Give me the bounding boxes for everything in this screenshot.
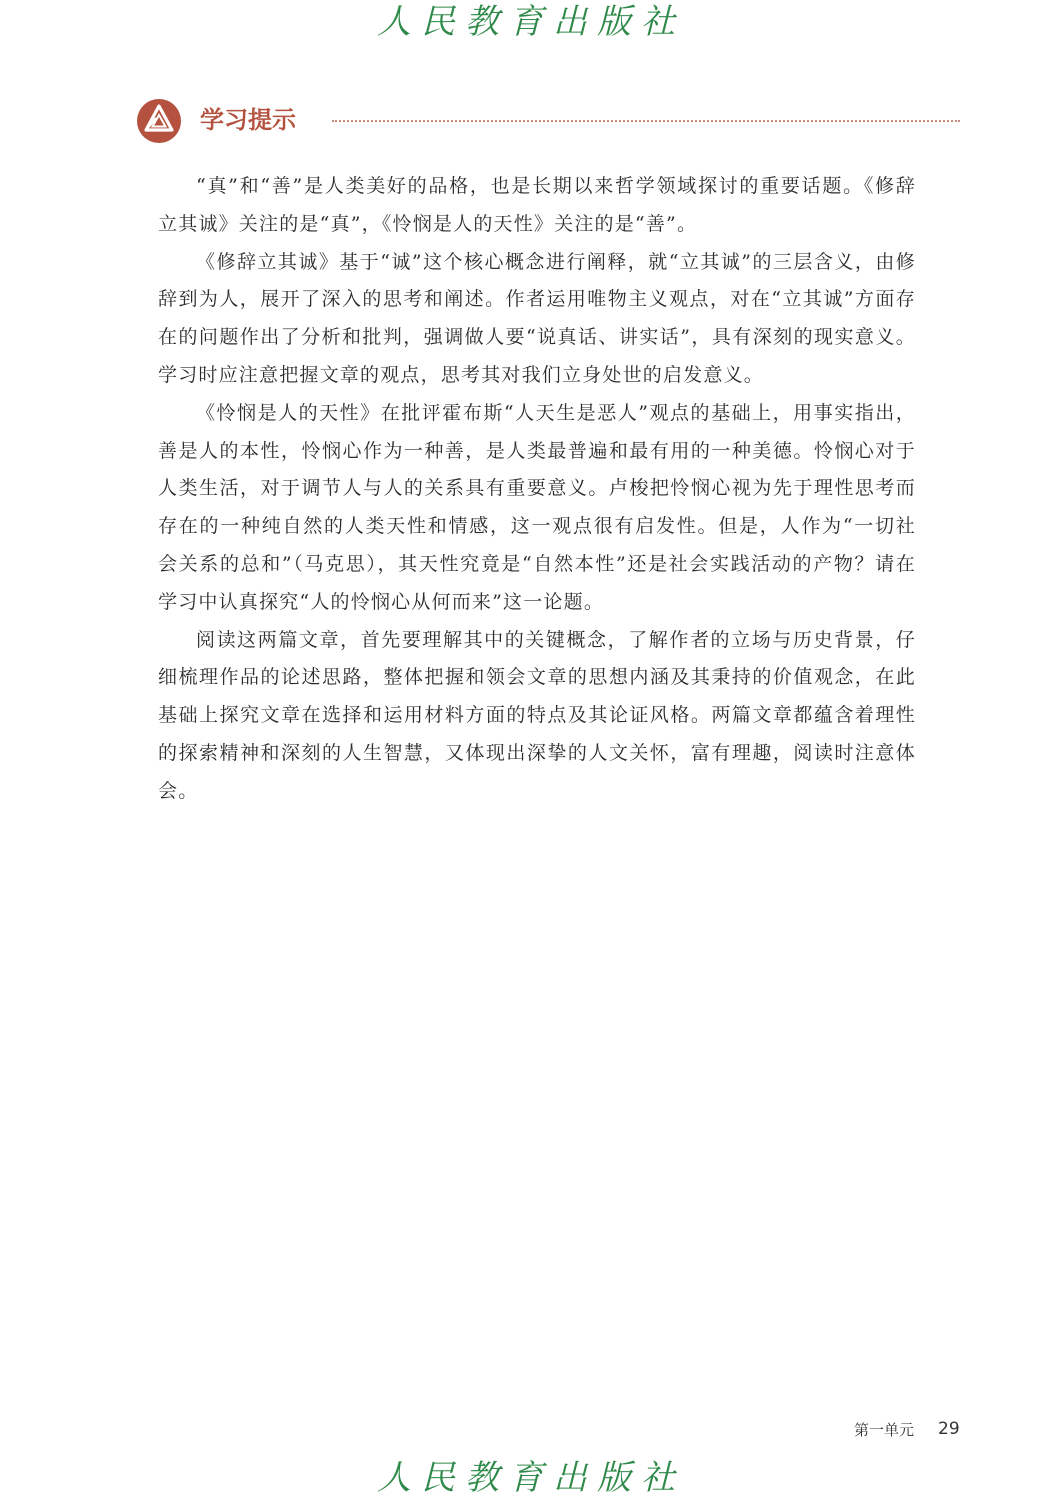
paragraph: 《修辞立其诚》基于“诚”这个核心概念进行阐释，就“立其诚”的三层含义，由修辞到为人，展开了深入的思考和阐述。作者运用唯物主义观点，对在“立其诚”方面存在的问题作出了分析和批判，强调做人要“说真话、讲实话”，具有深刻的现实意义。学习时应注意把握文章的观点，思考其对我们立身处世的启发意义。 <box>158 250 916 386</box>
unit-label: 第一单元 <box>854 1421 915 1439</box>
paragraph: “真”和“善”是人类美好的品格，也是长期以来哲学领域探讨的重要话题。《修辞立其诚》关注的是“真”，《怜悯是人的天性》关注的是“善”。 <box>158 175 916 235</box>
triangle-emblem-icon <box>136 98 182 144</box>
page-number: 29 <box>938 1419 960 1439</box>
dotted-divider <box>332 120 960 122</box>
study-tips-body <box>158 168 916 811</box>
paragraph: 阅读这两篇文章，首先要理解其中的关键概念，了解作者的立场与历史背景，仔细梳理作品的论述思路，整体把握和领会文章的思想内涵及其秉持的价值观念，在此基础上探究文章在选择和运用材料方面的特点及其论证风格。两篇文章都蕴含着理性的探索精神和深刻的人生智慧，又体现出深挚的人文关怀，富有理趣，阅读时注意体会。 <box>158 628 916 802</box>
publisher-watermark-bottom: 人民教育出版社 <box>377 1458 685 1498</box>
publisher-watermark-top: 人民教育出版社 <box>377 2 685 42</box>
section-header <box>136 98 966 144</box>
section-title: 学习提示 <box>200 106 296 134</box>
paragraph: 《怜悯是人的天性》在批评霍布斯“人天生是恶人”观点的基础上，用事实指出，善是人的本性，怜悯心作为一种善，是人类最普遍和最有用的一种美德。怜悯心对于人类生活，对于调节人与人的关系具有重要意义。卢梭把怜悯心视为先于理性思考而存在的一种纯自然的人类天性和情感，这一观点很有启发性。但是，人作为“一切社会关系的总和”（马克思），其天性究竟是“自然本性”还是社会实践活动的产物？请在学习中认真探究“人的怜悯心从何而来”这一论题。 <box>158 401 916 613</box>
